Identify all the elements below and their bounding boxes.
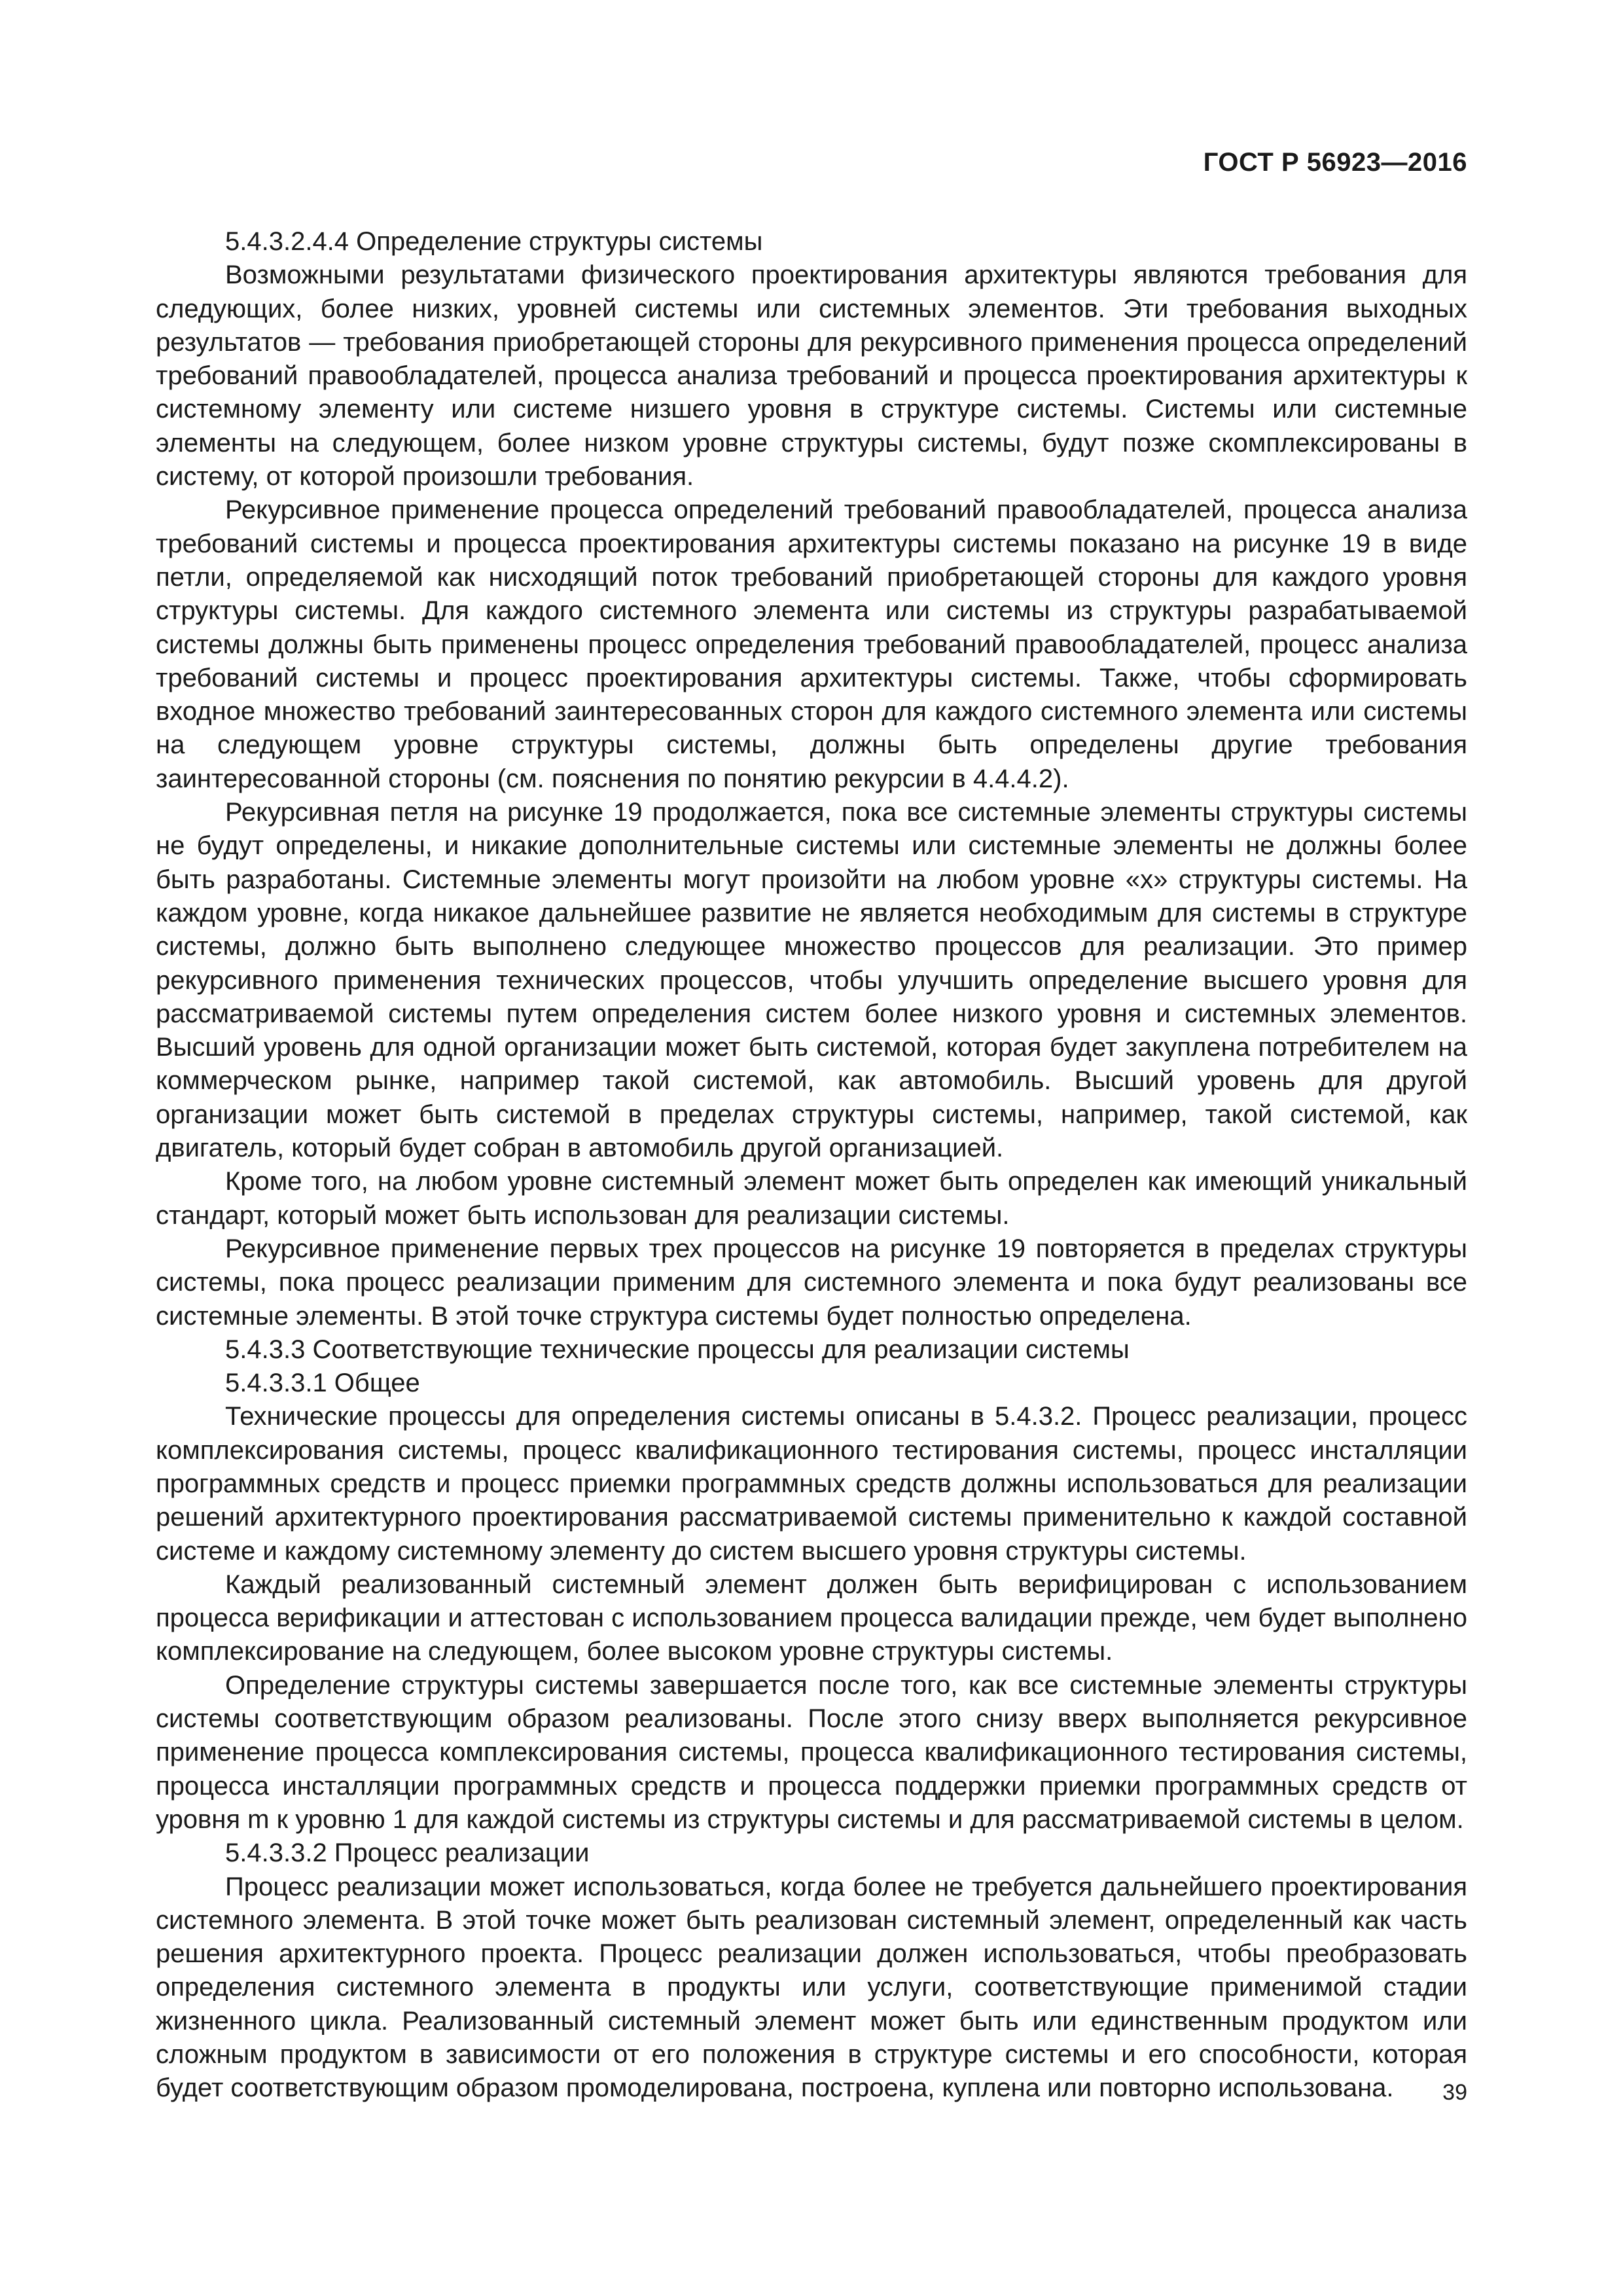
section-heading: 5.4.3.3.1 Общее [225,1369,420,1398]
body-paragraph: Рекурсивная петля на рисунке 19 продолжается, пока все системные элементы структуры системы не будут определены, и никакие дополнительные системы или системные элементы не должны более быть разработаны. Системные элементы могут произойти на любом уровне «х» структуры системы. На каждом уровне, когда никакое дальнейшее развитие не является необходимым для системы в структуре системы, должно быть выполнено следующее множество процессов для реализации. Это пример рекурсивного применения технических процессов, чтобы улучшить определение высшего уровня для рассматриваемой системы путем определения систем более низкого уровня и системных элементов. Высший уровень для одной организации может быть системой, которая будет закуплена потребителем на коммерческом рынке, например такой системой, как автомобиль. Высший уровень для другой организации может быть системой в пределах структуры системы, например, такой системой, как двигатель, который будет собран в автомобиль другой организацией. [156,798,1467,1163]
section-heading: 5.4.3.3 Соответствующие технические процессы для реализации системы [225,1335,1130,1364]
page-body [156,225,1467,2106]
body-paragraph: Определение структуры системы завершается после того, как все системные элементы структуры системы соответствующим образом реализованы. После этого снизу вверх выполняется рекурсивное применение процесса комплексирования системы, процесса квалификационного тестирования системы, процесса инсталляции программных средств и процесса поддержки приемки программных средств от уровня m к уровню 1 для каждой системы из структуры системы и для рассматриваемой системы в целом. [156,1670,1467,1834]
body-paragraph: Рекурсивное применение процесса определений требований правообладателей, процесса анализа требований системы и процесса проектирования архитектуры системы показано на рисунке 19 в виде петли, определяемой как нисходящий поток требований приобретающей стороны для каждого уровня структуры системы. Для каждого системного элемента или системы из структуры разрабатываемой системы должны быть применены процесс определения требований правообладателей, процесс анализа требований системы и процесс проектирования архитектуры системы. Также, чтобы сформировать входное множество требований заинтересованных сторон для каждого системного элемента или системы на следующем уровне структуры системы, должны быть определены другие требования заинтересованной стороны (см. пояснения по понятию рекурсии в 4.4.4.2). [156,495,1467,793]
page-number: 39 [1442,2080,1467,2105]
standard-designation: ГОСТ Р 56923—2016 [1203,148,1467,177]
body-paragraph: Кроме того, на любом уровне системный элемент может быть определен как имеющий уникальный стандарт, который может быть использован для реализации системы. [156,1167,1467,1230]
body-paragraph: Возможными результатами физического проектирования архитектуры являются требования для следующих, более низких, уровней системы или системных элементов. Эти требования выходных результатов — требования приобретающей стороны для рекурсивного применения процесса определений требований правообладателей, процесса анализа требований и процесса проектирования архитектуры к системному элементу или системе низшего уровня в структуре системы. Системы или системные элементы на следующем, более низком уровне структуры системы, будут позже скомплексированы в систему, от которой произошли требования. [156,260,1467,492]
body-paragraph: Процесс реализации может использоваться, когда более не требуется дальнейшего проектирования системного элемента. В этой точке может быть реализован системный элемент, определенный как часть решения архитектурного проекта. Процесс реализации должен использоваться, чтобы преобразовать определения системного элемента в продукты или услуги, соответствующие применимой стадии жизненного цикла. Реализованный системный элемент может быть или единственным продуктом или сложным продуктом в зависимости от его положения в структуре системы и его способности, которая будет соответствующим образом промоделирована, построена, куплена или повторно использована. [156,1872,1467,2103]
document-header [1204,148,1467,177]
body-paragraph: Каждый реализованный системный элемент должен быть верифицирован с использованием процесса верификации и аттестован с использованием процесса валидации прежде, чем будет выполнено комплексирование на следующем, более высоком уровне структуры системы. [156,1570,1467,1666]
body-paragraph: Рекурсивное применение первых трех процессов на рисунке 19 повторяется в пределах структуры системы, пока процесс реализации применим для системного элемента и пока будут реализованы все системные элементы. В этой точке структура системы будет полностью определена. [156,1234,1467,1331]
body-paragraph: Технические процессы для определения системы описаны в 5.4.3.2. Процесс реализации, процесс комплексирования системы, процесс квалификационного тестирования системы, процесс инсталляции программных средств и процесс приемки программных средств должны использоваться для реализации решений архитектурного проектирования рассматриваемой системы применительно к каждой составной системе и каждому системному элементу до систем высшего уровня структуры системы. [156,1402,1467,1566]
section-heading: 5.4.3.3.2 Процесс реализации [225,1839,590,1868]
section-heading: 5.4.3.2.4.4 Определение структуры системы [225,227,763,256]
